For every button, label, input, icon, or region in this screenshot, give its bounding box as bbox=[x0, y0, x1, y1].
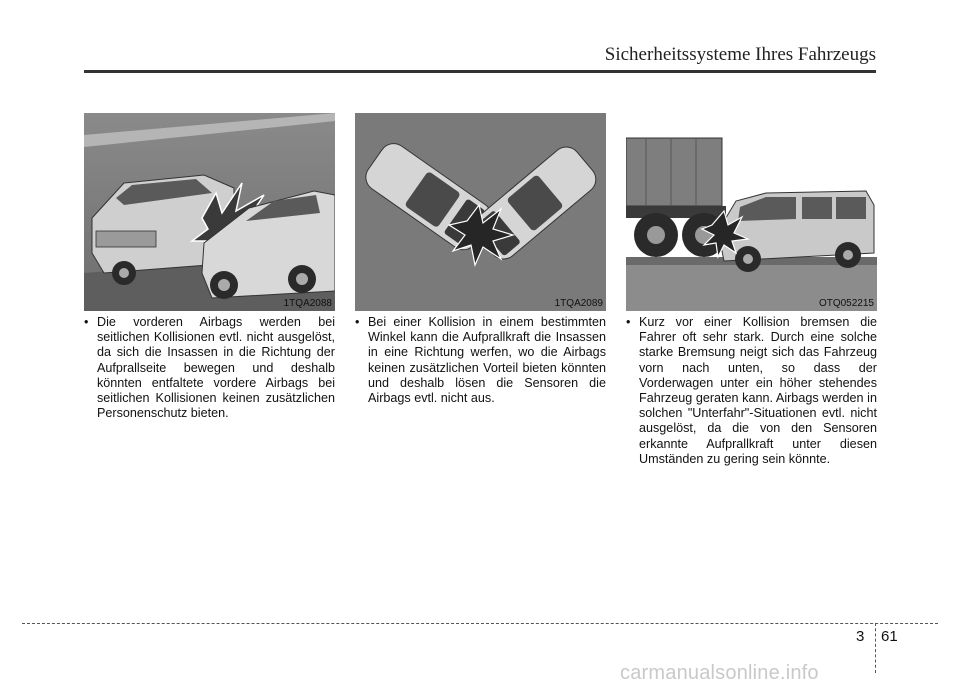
figure-code: 1TQA2088 bbox=[283, 298, 332, 309]
figure-code: OTQ052215 bbox=[818, 298, 874, 309]
column-text-2 bbox=[355, 315, 606, 406]
header-rule bbox=[84, 70, 876, 73]
chapter-number: 3 bbox=[856, 628, 865, 645]
figure-side-collision bbox=[84, 113, 335, 311]
figure-code: 1TQA2089 bbox=[554, 298, 603, 309]
figure-underride-collision bbox=[626, 113, 877, 311]
angled-collision-illustration bbox=[355, 113, 606, 311]
list-item bbox=[626, 315, 877, 467]
bullet: • bbox=[355, 315, 360, 329]
footer-divider bbox=[875, 623, 876, 673]
list-item bbox=[84, 315, 335, 421]
column-text-1 bbox=[84, 315, 335, 421]
bullet-text: Kurz vor einer Kollision bremsen die Fahrer oft sehr stark. Durch eine solche starke Bremsung neigt sich das Fahrzeug vorn nach unten, so dass der Vorderwagen unter ein höher stehendes Fahrzeug geraten kann. Airbags werden in solchen "Unterfahr"-Situationen evtl. nicht ausgelöst, da die von den Sensoren erkannte Aufprallkraft unter diesen Umständen zu gering sein könnte. bbox=[639, 315, 877, 466]
bullet-text: Bei einer Kollision in einem bestimmten Winkel kann die Aufprallkraft die Insassen in eine Richtung werfen, wo die Airbags keinen zusätzlichen Vorteil bieten könnten und deshalb lösen die Sensoren die Airbags evtl. nicht aus. bbox=[368, 315, 606, 406]
underride-collision-illustration bbox=[626, 113, 877, 311]
bullet: • bbox=[626, 315, 631, 329]
watermark: carmanualsonline.info bbox=[620, 662, 819, 684]
figure-angled-collision bbox=[355, 113, 606, 311]
footer-rule bbox=[22, 623, 938, 624]
bullet-text: Die vorderen Airbags werden bei seitlichen Kollisionen evtl. nicht ausgelöst, da sich die Insassen in die Richtung der Aufprallseite bewegen und deshalb könnten entfaltete vordere Airbags bei seitlichen Kollisionen keinen zusätzlichen Personenschutz bieten. bbox=[97, 315, 335, 421]
list-item bbox=[355, 315, 606, 406]
page-number: 61 bbox=[881, 628, 898, 645]
bullet: • bbox=[84, 315, 89, 329]
column-text-3 bbox=[626, 315, 877, 467]
side-collision-illustration bbox=[84, 113, 335, 311]
running-header-title: Sicherheitssysteme Ihres Fahrzeugs bbox=[604, 44, 876, 65]
